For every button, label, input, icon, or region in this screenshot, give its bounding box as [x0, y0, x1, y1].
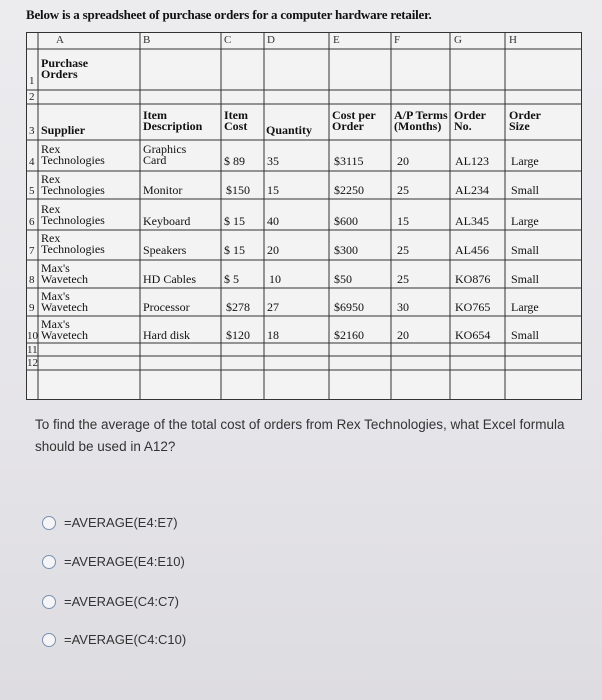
cell-cost: $120: [226, 328, 250, 342]
cell-cost-per-order: $2160: [334, 328, 364, 342]
cell-item: Keyboard: [143, 214, 191, 228]
cell-ap-terms: 25: [397, 243, 409, 257]
cell-order-size: Small: [511, 328, 540, 342]
cell-ap-terms: 30: [397, 300, 409, 314]
question-text: To find the average of the total cost of orders from Rex Technologies, what Excel formula should be used in A12?: [35, 417, 565, 454]
cell-quantity: 10: [269, 272, 281, 286]
column-header: B: [143, 34, 151, 46]
cell-ap-terms: 25: [397, 272, 409, 286]
cell-title: Purchase Orders: [41, 56, 89, 81]
cell-header: Item Cost: [224, 108, 248, 133]
row-number: 10: [27, 330, 38, 342]
cell-item: HD Cables: [143, 272, 196, 286]
cell-header: Quantity: [266, 123, 313, 137]
cell-ap-terms: 20: [397, 328, 409, 342]
cell-supplier: Rex Technologies: [41, 142, 105, 167]
cell-supplier: Max's Wavetech: [41, 261, 89, 286]
row-number: 4: [29, 156, 35, 168]
spreadsheet-grid: [27, 33, 581, 399]
cell-header: Order No.: [454, 108, 486, 133]
answer-option-4[interactable]: [42, 632, 186, 647]
cell-order-size: Small: [511, 243, 540, 257]
row-number: 2: [29, 91, 35, 103]
cell-cost: $ 15: [224, 243, 245, 257]
answer-option-3[interactable]: [42, 594, 179, 609]
radio-button[interactable]: [42, 555, 56, 569]
cell-order-size: Small: [511, 183, 540, 197]
cell-cost-per-order: $50: [334, 272, 352, 286]
row-number: 1: [29, 75, 35, 87]
answer-option-label: =AVERAGE(E4:E7): [64, 515, 178, 530]
radio-button[interactable]: [42, 516, 56, 530]
column-header: E: [333, 34, 340, 46]
column-header: F: [394, 34, 401, 46]
answer-option-1[interactable]: [42, 515, 178, 530]
row-number: 5: [29, 185, 35, 197]
cell-cost-per-order: $300: [334, 243, 358, 257]
cell-order-no: KO876: [455, 272, 491, 286]
cell-item: Graphics Card: [143, 142, 187, 167]
cell-cost: $ 15: [224, 214, 245, 228]
answer-option-label: =AVERAGE(E4:E10): [64, 554, 185, 569]
row-number: 9: [29, 302, 35, 314]
radio-button[interactable]: [42, 595, 56, 609]
cell-order-size: Large: [511, 154, 539, 168]
cell-item: Monitor: [143, 183, 183, 197]
row-number: 8: [29, 274, 35, 286]
row-number: 3: [29, 125, 35, 137]
answer-option-2[interactable]: [42, 554, 185, 569]
cell-cost-per-order: $3115: [334, 154, 364, 168]
cell-item: Processor: [143, 300, 190, 314]
cell-ap-terms: 20: [397, 154, 409, 168]
intro-text: Below is a spreadsheet of purchase orders for a computer hardware retailer.: [26, 7, 432, 22]
row-number: 11: [27, 344, 38, 356]
answer-option-label: =AVERAGE(C4:C7): [64, 594, 179, 609]
row-number: 7: [29, 245, 35, 257]
cell-header: Order Size: [509, 108, 541, 133]
cell-ap-terms: 25: [397, 183, 409, 197]
column-header: C: [224, 34, 232, 46]
cell-cost: $ 5: [224, 272, 239, 286]
row-number: 6: [29, 216, 35, 228]
cell-order-no: AL234: [455, 183, 489, 197]
cell-cost: $150: [226, 183, 250, 197]
column-header: H: [509, 34, 517, 46]
cell-item: Hard disk: [143, 328, 190, 342]
cell-supplier: Rex Technologies: [41, 172, 105, 197]
cell-header: Item Description: [143, 108, 203, 133]
cell-header: Cost per Order: [332, 108, 376, 133]
cell-cost-per-order: $600: [334, 214, 358, 228]
cell-supplier: Max's Wavetech: [41, 317, 89, 342]
cell-item: Speakers: [143, 243, 187, 257]
cell-quantity: 27: [267, 300, 279, 314]
cell-cost-per-order: $6950: [334, 300, 364, 314]
cell-quantity: 35: [267, 154, 279, 168]
cell-order-size: Small: [511, 272, 540, 286]
cell-order-size: Large: [511, 300, 539, 314]
cell-cost: $278: [226, 300, 250, 314]
cell-quantity: 15: [267, 183, 279, 197]
cell-order-no: AL123: [455, 154, 489, 168]
cell-cost-per-order: $2250: [334, 183, 364, 197]
cell-ap-terms: 15: [397, 214, 409, 228]
cell-order-no: KO654: [455, 328, 491, 342]
cell-quantity: 20: [267, 243, 279, 257]
column-header: A: [56, 34, 64, 46]
radio-button[interactable]: [42, 633, 56, 647]
cell-header: A/P Terms (Months): [394, 108, 448, 133]
cell-quantity: 18: [267, 328, 279, 342]
column-header: G: [454, 34, 462, 46]
cell-supplier: Rex Technologies: [41, 202, 105, 227]
spreadsheet: [26, 32, 582, 400]
cell-order-no: AL456: [455, 243, 489, 257]
row-number: 12: [27, 357, 38, 369]
cell-supplier: Max's Wavetech: [41, 289, 89, 314]
cell-order-size: Large: [511, 214, 539, 228]
answer-option-label: =AVERAGE(C4:C10): [64, 632, 187, 647]
cell-order-no: AL345: [455, 214, 489, 228]
cell-header: Supplier: [41, 123, 86, 137]
cell-order-no: KO765: [455, 300, 491, 314]
column-header: D: [267, 34, 275, 46]
cell-quantity: 40: [267, 214, 279, 228]
cell-cost: $ 89: [224, 154, 245, 168]
cell-supplier: Rex Technologies: [41, 231, 105, 256]
